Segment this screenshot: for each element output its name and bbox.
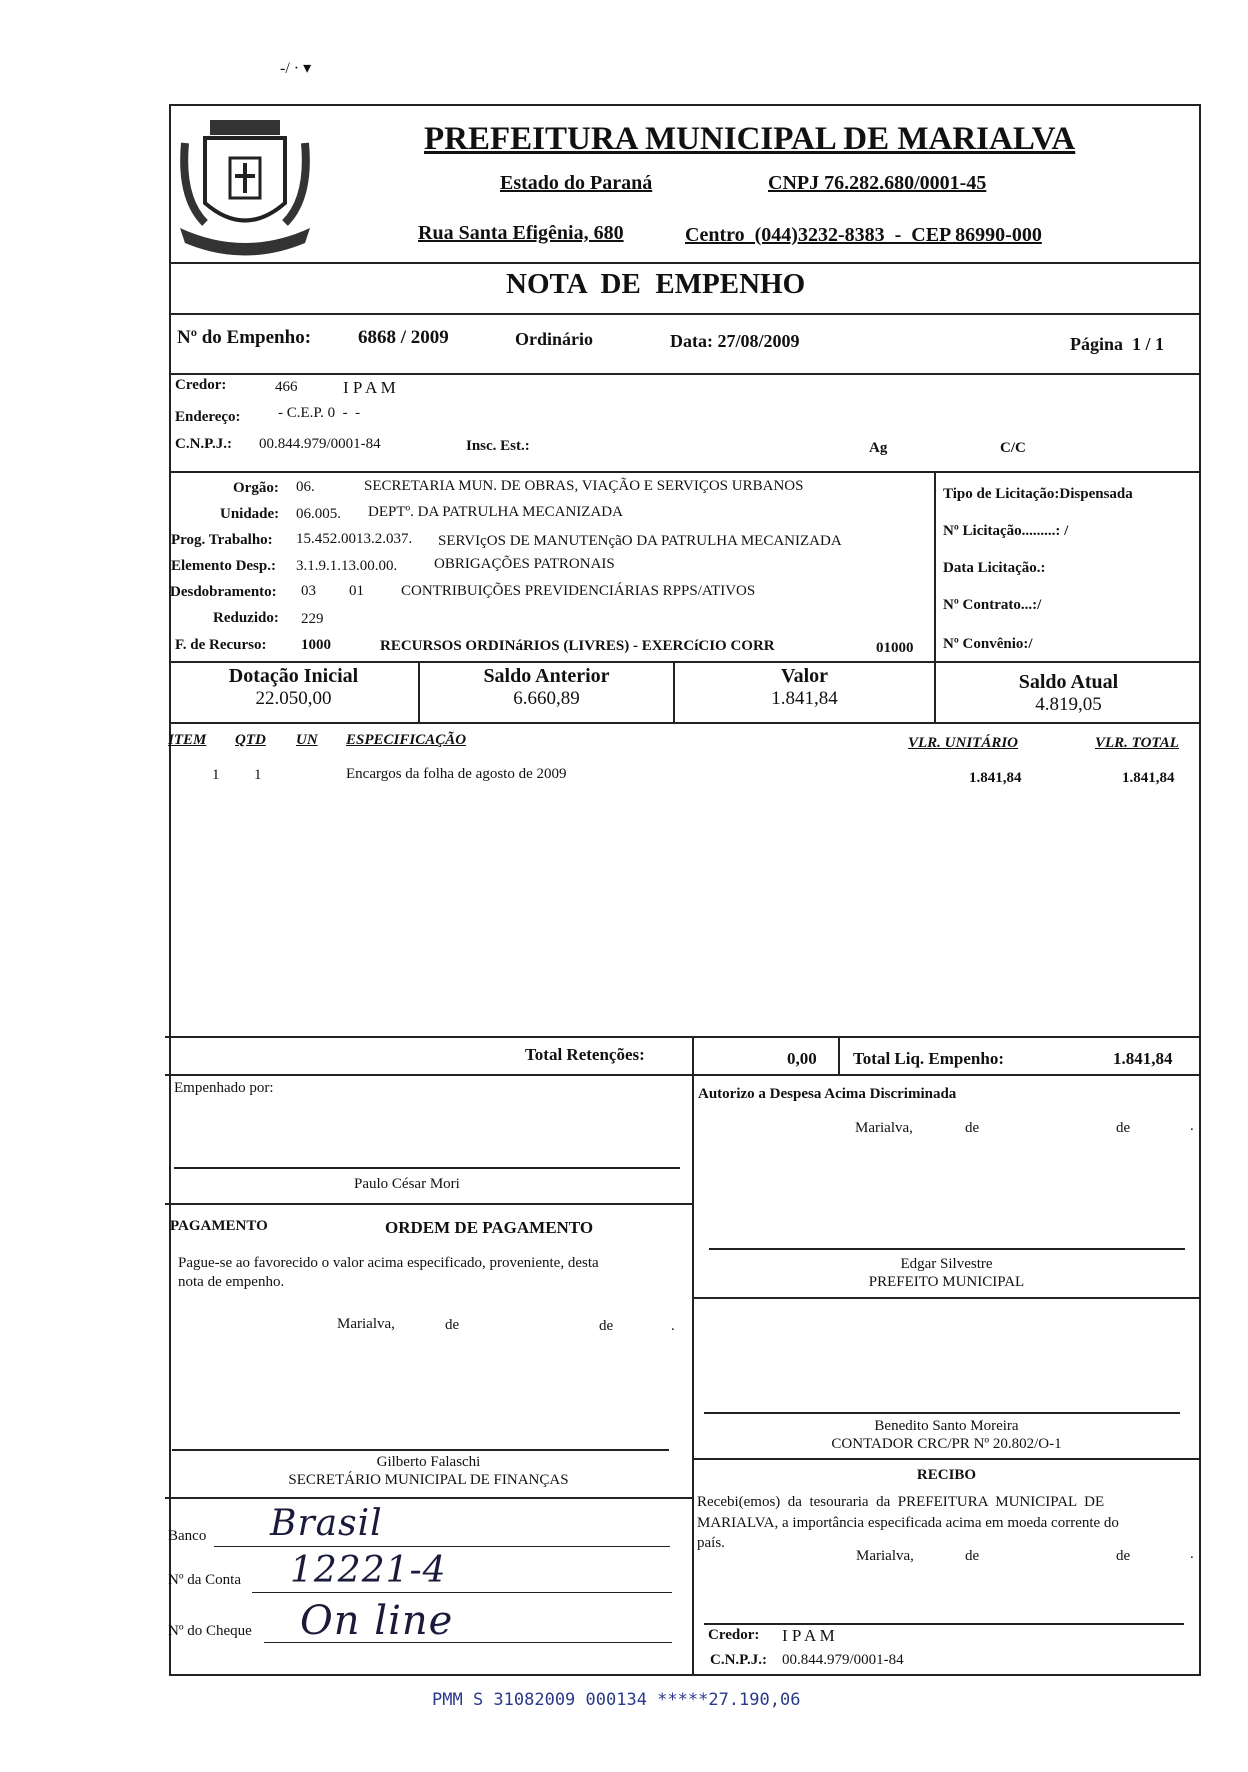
recurso-code-2: 01000: [876, 640, 914, 656]
municipality-title: PREFEITURA MUNICIPAL DE MARIALVA: [424, 121, 1076, 157]
valor: Valor 1.841,84: [771, 665, 838, 709]
municipality-address: Rua Santa Efigênia, 680: [418, 222, 624, 244]
col-total: VLR. TOTAL: [1095, 735, 1179, 751]
elemento-label: Elemento Desp.:: [171, 558, 276, 574]
unidade-label: Unidade:: [220, 506, 280, 522]
recibo-dot: .: [1190, 1546, 1194, 1562]
prog-name: SERVIçOS DE MANUTENçãO DA PATRULHA MECANIZADA: [438, 533, 842, 549]
autorizo-label: Autorizo a Despesa Acima Discriminada: [698, 1086, 957, 1102]
orgao-code: 06.: [296, 479, 315, 495]
conta-handwritten: 12221-4: [290, 1550, 447, 1591]
pagamento-text: Pague-se ao favorecido o valor acima especificado, proveniente, desta: [178, 1255, 599, 1271]
total-liquido-label: Total Liq. Empenho:: [853, 1049, 1004, 1068]
recibo-de-1: de: [965, 1548, 980, 1564]
col-item: ITEM: [168, 732, 207, 748]
recurso-name: RECURSOS ORDINáRIOS (LIVRES) - EXERCíCIO CORR: [380, 638, 775, 654]
recibo-cnpj-label: C.N.P.J.:: [710, 1652, 767, 1668]
recibo-city: Marialva,: [856, 1548, 914, 1564]
insc-est-label: Insc. Est.:: [466, 438, 530, 454]
desdobramento-name: CONTRIBUIÇÕES PREVIDENCIÁRIAS RPPS/ATIVOS: [401, 583, 756, 599]
recibo-de-2: de: [1116, 1548, 1131, 1564]
pagamento-de-2: de: [599, 1318, 614, 1334]
elemento-code: 3.1.9.1.13.00.00.: [296, 558, 398, 574]
scan-mark: -/ · ▾: [280, 60, 312, 77]
municipality-cnpj: CNPJ 76.282.680/0001-45: [768, 172, 987, 194]
conta-label: Nº da Conta: [168, 1572, 241, 1588]
secretario-role: SECRETÁRIO MUNICIPAL DE FINANÇAS: [288, 1472, 569, 1488]
recibo-text-1: Recebi(emos) da tesouraria da PREFEITURA MUNICIPAL DE: [697, 1494, 1105, 1510]
contador-name: Benedito Santo Moreira: [874, 1418, 1019, 1434]
recibo-cnpj: 00.844.979/0001-84: [782, 1652, 904, 1668]
total-liquido-value: 1.841,84: [1113, 1049, 1173, 1068]
prog-label: Prog. Trabalho:: [171, 532, 273, 548]
col-qtd: QTD: [235, 732, 266, 748]
saldos-row: [169, 665, 1201, 723]
desdobramento-code-1: 03: [301, 583, 316, 599]
municipality-contact: Centro (044)3232-8383 - CEP 86990-000: [685, 224, 1042, 246]
pagamento-city: Marialva,: [337, 1316, 395, 1332]
recurso-label: F. de Recurso:: [175, 637, 267, 653]
empenho-date: Data: 27/08/2009: [670, 331, 800, 351]
total-retencoes-value: 0,00: [787, 1049, 817, 1068]
cnpj-label: C.N.P.J.:: [175, 436, 232, 452]
recibo-credor-name: I P A M: [782, 1626, 835, 1645]
prefeito-role: PREFEITO MUNICIPAL: [868, 1274, 1025, 1290]
reduzido-code: 229: [301, 611, 324, 627]
payment-stamp: PMM S 31082009 000134 *****27.190,06: [432, 1690, 801, 1710]
col-un: UN: [296, 732, 318, 748]
autorizo-de-1: de: [965, 1120, 980, 1136]
reduzido-label: Reduzido:: [213, 610, 279, 626]
saldo-anterior: Saldo Anterior 6.660,89: [483, 665, 610, 709]
credor-cnpj: 00.844.979/0001-84: [259, 436, 381, 452]
autorizo-de-2: de: [1116, 1120, 1131, 1136]
prog-code: 15.452.0013.2.037.: [296, 531, 413, 547]
credor-address: - C.E.P. 0 - -: [278, 405, 361, 421]
prefeito-name: Edgar Silvestre: [900, 1256, 993, 1272]
col-unit: VLR. UNITÁRIO: [908, 735, 1019, 751]
numero-contrato: Nº Contrato...:/: [943, 597, 1042, 613]
credor-label: Credor:: [175, 377, 227, 393]
cheque-label: Nº do Cheque: [168, 1623, 252, 1639]
account-label: C/C: [1000, 440, 1026, 456]
total-retencoes-label: Total Retenções:: [525, 1045, 645, 1064]
agency-label: Ag: [869, 440, 888, 456]
address-label: Endereço:: [175, 409, 241, 425]
unidade-code: 06.005.: [296, 506, 341, 522]
empenhado-por-name: Paulo César Mori: [354, 1176, 460, 1192]
pagamento-text-2: nota de empenho.: [178, 1274, 285, 1290]
empenho-type: Ordinário: [515, 329, 594, 349]
document-title: NOTA DE EMPENHO: [506, 268, 806, 300]
recibo-text-3: país.: [697, 1535, 725, 1551]
pagamento-label: PAGAMENTO: [170, 1218, 268, 1234]
recibo-title: RECIBO: [916, 1467, 977, 1483]
credor-code: 466: [275, 379, 298, 395]
autorizo-dot: .: [1190, 1118, 1194, 1134]
dotacao-inicial: Dotação Inicial 22.050,00: [228, 665, 359, 709]
pagamento-de-1: de: [445, 1317, 460, 1333]
empenho-number: 6868 / 2009: [358, 327, 449, 348]
cheque-handwritten: On line: [300, 1598, 454, 1644]
data-licitacao: Data Licitação.:: [943, 560, 1046, 576]
numero-licitacao: Nº Licitação.........: /: [943, 523, 1069, 539]
banco-handwritten: Brasil: [270, 1503, 383, 1544]
autorizo-city: Marialva,: [855, 1120, 913, 1136]
pagamento-dot: .: [671, 1318, 675, 1334]
recibo-text-2: MARIALVA, a importância especificada acima em moeda corrente do: [697, 1515, 1119, 1531]
ordem-pagamento-title: ORDEM DE PAGAMENTO: [385, 1218, 594, 1237]
credor-name: I P A M: [343, 378, 396, 397]
tipo-licitacao: Tipo de Licitação:Dispensada: [943, 486, 1133, 502]
recurso-code: 1000: [301, 637, 331, 653]
empenho-label: Nº do Empenho:: [177, 327, 312, 348]
elemento-name: OBRIGAÇÕES PATRONAIS: [434, 556, 615, 572]
recibo-credor-label: Credor:: [708, 1627, 760, 1643]
secretario-name: Gilberto Falaschi: [376, 1454, 481, 1470]
numero-convenio: Nº Convênio:/: [943, 636, 1033, 652]
contador-role: CONTADOR CRC/PR Nº 20.802/O-1: [831, 1436, 1062, 1452]
unidade-name: DEPTº. DA PATRULHA MECANIZADA: [368, 504, 623, 520]
orgao-name: SECRETARIA MUN. DE OBRAS, VIAÇÃO E SERVIÇOS URBANOS: [364, 478, 804, 494]
state-name: Estado do Paraná: [500, 172, 653, 194]
desdobramento-label: Desdobramento:: [170, 584, 277, 600]
saldo-atual: Saldo Atual 4.819,05: [1018, 671, 1119, 715]
orgao-label: Orgão:: [233, 480, 279, 496]
coat-of-arms-logo: [175, 108, 315, 256]
empenhado-por-label: Empenhado por:: [174, 1080, 274, 1096]
page-number: Página 1 / 1: [1070, 334, 1165, 354]
desdobramento-code-2: 01: [349, 583, 364, 599]
banco-label: Banco: [168, 1528, 207, 1544]
col-spec: ESPECIFICAÇÃO: [346, 732, 467, 748]
